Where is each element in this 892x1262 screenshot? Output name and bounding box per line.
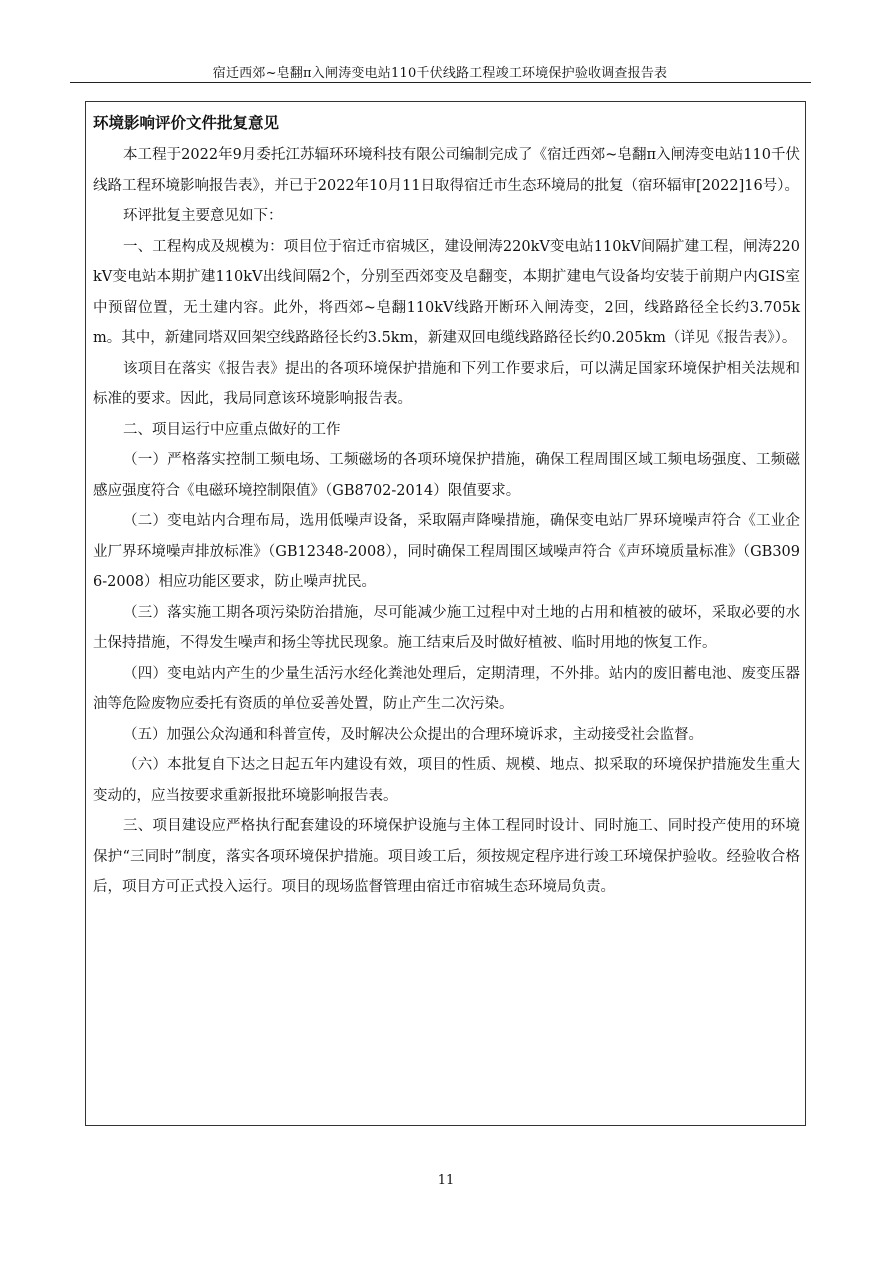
header-divider (70, 82, 811, 83)
paragraph-commission: 本工程于2022年9月委托江苏辐环环境科技有限公司编制完成了《宿迁西郊~皂翻π入闸涛变电站110千伏线路工程环境影响报告表》，并已于2022年10月11日取得宿迁市生态环境局的批复（宿环辐审[2022]16号）。 (93, 147, 800, 194)
paragraph-main-opinions-intro: 环评批复主要意见如下： (123, 208, 283, 224)
section-title: 环境影响评价文件批复意见 (93, 114, 280, 132)
approval-opinion-section (93, 110, 800, 903)
paragraph-three-simultaneous: 三、项目建设应严格执行配套建设的环境保护设施与主体工程同时设计、同时施工、同时投产使用的环境保护“三同时”制度，落实各项环境保护措施。项目竣工后，须按规定程序进行竣工环境保护验收。经验收合格后，项目方可正式投入运行。项目的现场监督管理由宿迁市宿城生态环境局负责。 (93, 818, 800, 895)
document-header-title: 宿迁西郊~皂翻π入闸涛变电站110千伏线路工程竣工环境保护验收调查报告表 (212, 66, 668, 81)
paragraph-item-1-emf: （一）严格落实控制工频电场、工频磁场的各项环境保护措施，确保工程周围区域工频电场强度、工频磁感应强度符合《电磁环境控制限值》（GB8702-2014）限值要求。 (93, 452, 800, 499)
paragraph-item-5-public: （五）加强公众沟通和科普宣传，及时解决公众提出的合理环境诉求，主动接受社会监督。 (123, 726, 703, 743)
paragraph-approval-statement: 该项目在落实《报告表》提出的各项环境保护措施和下列工作要求后，可以满足国家环境保护相关法规和标准的要求。因此，我局同意该环境影响报告表。 (93, 360, 800, 407)
paragraph-item-4-waste: （四）变电站内产生的少量生活污水经化粪池处理后，定期清理，不外排。站内的废旧蓄电池、废变压器油等危险废物应委托有资质的单位妥善处置，防止产生二次污染。 (93, 665, 800, 712)
paragraph-operation-heading: 二、项目运行中应重点做好的工作 (123, 421, 341, 438)
page-number: 11 (437, 1173, 455, 1188)
paragraph-item-2-noise: （二）变电站内合理布局，选用低噪声设备，采取隔声降噪措施，确保变电站厂界环境噪声符合《工业企业厂界环境噪声排放标准》（GB12348-2008），同时确保工程周围区域噪声符合《声环境质量标准》（GB3096-2008）相应功能区要求，防止噪声扰民。 (93, 513, 800, 590)
paragraph-project-scope: 一、工程构成及规模为：项目位于宿迁市宿城区，建设闸涛220kV变电站110kV间隔扩建工程，闸涛220kV变电站本期扩建110kV出线间隔2个，分别至西郊变及皂翻变，本期扩建电气设备均安装于前期户内GIS室中预留位置，无土建内容。此外，将西郊~皂翻110kV线路开断环入闸涛变，2回，线路路径全长约3.705km。其中，新建同塔双回架空线路路径长约3.5km，新建双回电缆线路路径长约0.205km（详见《报告表》）。 (93, 238, 800, 346)
paragraph-item-6-validity: （六）本批复自下达之日起五年内建设有效，项目的性质、规模、地点、拟采取的环境保护措施发生重大变动的，应当按要求重新报批环境影响报告表。 (93, 757, 800, 804)
paragraph-item-3-construction: （三）落实施工期各项污染防治措施，尽可能减少施工过程中对土地的占用和植被的破坏，采取必要的水土保持措施，不得发生噪声和扬尘等扰民现象。施工结束后及时做好植被、临时用地的恢复工作。 (93, 604, 800, 651)
